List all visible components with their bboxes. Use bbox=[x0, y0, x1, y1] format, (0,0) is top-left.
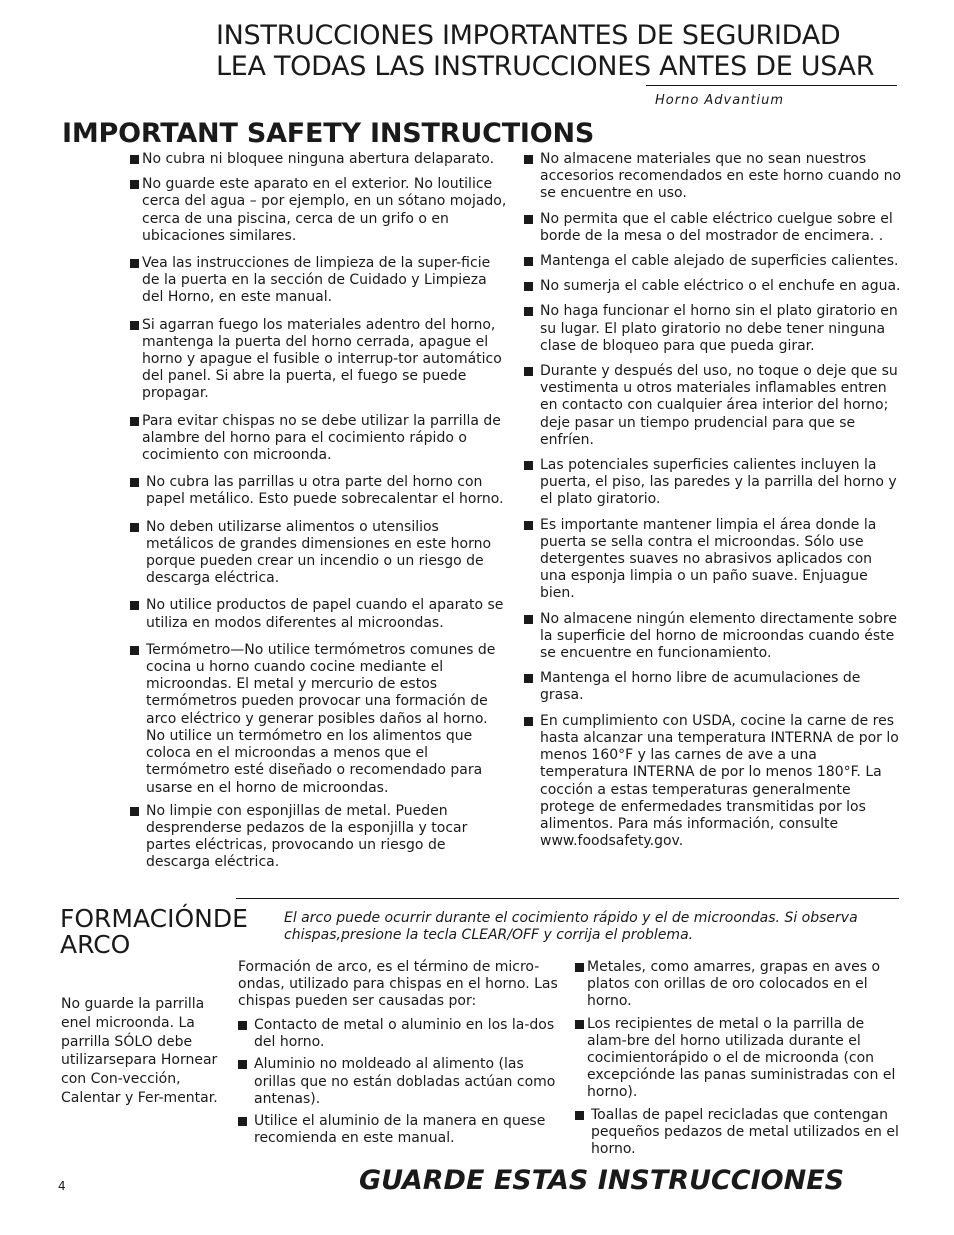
bullet-square-icon bbox=[130, 478, 139, 487]
list-item: Las potenciales superficies calientes incluyen la puerta, el piso, las paredes y la parrilla del horno y el plato giratorio. bbox=[524, 457, 902, 509]
list-item: No cubra ni bloquee ninguna abertura delaparato. bbox=[130, 151, 508, 168]
list-item: No haga funcionar el horno sin el plato giratorio en su lugar. El plato giratorio no debe tener ninguna clase de bloqueo para que pueda girar. bbox=[524, 303, 902, 355]
page-number: 4 bbox=[58, 1179, 66, 1193]
header-title bbox=[216, 20, 906, 82]
list-item: Utilice el aluminio de la manera en quese recomienda en este manual. bbox=[238, 1113, 563, 1147]
list-item: No sumerja el cable eléctrico o el enchufe en agua. bbox=[524, 278, 902, 295]
list-item: Los recipientes de metal o la parrilla de alam-bre del horno utilizada durante el cocimientorápido o el de microonda (con excepciónde las panas suministradas con el horno). bbox=[575, 1016, 900, 1102]
bullet-square-icon bbox=[524, 521, 533, 530]
bullet-square-icon bbox=[524, 215, 533, 224]
main-title: IMPORTANT SAFETY INSTRUCTIONS bbox=[62, 118, 595, 149]
list-item: No deben utilizarse alimentos o utensilios metálicos de grandes dimensiones en este horno porque pueden crear un incendio o un riesgo de descarga eléctrica. bbox=[130, 519, 508, 588]
arc-causes-list-right bbox=[575, 959, 900, 1166]
list-item: Mantenga el horno libre de acumulaciones de grasa. bbox=[524, 670, 902, 704]
bullet-square-icon bbox=[524, 282, 533, 291]
bullet-square-icon bbox=[130, 646, 139, 655]
bullet-square-icon bbox=[130, 321, 139, 330]
list-item: No almacene ningún elemento directamente sobre la superficie del horno de microondas cuando éste se encuentre en funcionamiento. bbox=[524, 611, 902, 663]
arc-section-title: FORMACIÓNDE ARCO bbox=[60, 904, 248, 959]
right-safety-list bbox=[524, 151, 902, 858]
arc-intro: Formación de arco, es el término de micro-ondas, utilizado para chispas en el horno. Las chispas pueden ser causadas por: bbox=[238, 959, 558, 1010]
arc-causes-list bbox=[238, 1017, 563, 1155]
bullet-square-icon bbox=[238, 1021, 247, 1030]
bullet-square-icon bbox=[130, 259, 139, 268]
bullet-square-icon bbox=[524, 461, 533, 470]
bullet-square-icon bbox=[524, 307, 533, 316]
bullet-square-icon bbox=[524, 674, 533, 683]
left-safety-list bbox=[130, 151, 508, 880]
bullet-square-icon bbox=[130, 601, 139, 610]
header-divider bbox=[646, 85, 897, 86]
list-item: Mantenga el cable alejado de superficies calientes. bbox=[524, 253, 902, 270]
arc-note: El arco puede ocurrir durante el cocimiento rápido y el de microondas. Si observa chispas,presione la tecla CLEAR/OFF y corrija el problema. bbox=[284, 910, 858, 943]
section-divider bbox=[236, 898, 899, 899]
list-item: Aluminio no moldeado al alimento (las orillas que no están dobladas actúan como antenas). bbox=[238, 1056, 563, 1108]
bullet-square-icon bbox=[238, 1117, 247, 1126]
bullet-square-icon bbox=[575, 1020, 584, 1029]
list-item: Toallas de papel recicladas que contengan pequeños pedazos de metal utilizados en el horno. bbox=[575, 1107, 900, 1159]
list-item: En cumplimiento con USDA, cocine la carne de res hasta alcanzar una temperatura INTERNA de por lo menos 160°F y las carnes de ave a una temperatura INTERNA de por lo menos 180°F. La cocción a estas temperaturas generalmente protege de enfermedades transmitidas por los alimentos. Para más información, consulte www.foodsafety.gov. bbox=[524, 713, 902, 851]
list-item: Metales, como amarres, grapas en aves o platos con orillas de oro colocados en el horno. bbox=[575, 959, 900, 1011]
bullet-square-icon bbox=[524, 155, 533, 164]
bullet-square-icon bbox=[524, 257, 533, 266]
bullet-square-icon bbox=[130, 523, 139, 532]
list-item: Durante y después del uso, no toque o deje que su vestimenta u otros materiales inflamables entren en contacto con cualquier área interior del horno; deje pasar un tiempo prudencial para que se enfríen. bbox=[524, 363, 902, 449]
list-item: Vea las instrucciones de limpieza de la super-ficie de la puerta en la sección de Cuidado y Limpieza del Horno, en este manual. bbox=[130, 255, 508, 307]
list-item: No permita que el cable eléctrico cuelgue sobre el borde de la mesa o del mostrador de encimera. . bbox=[524, 211, 902, 245]
rack-side-note: No guarde la parrilla enel microonda. La parrilla SÓLO debe utilizarsepara Hornear con Con-vección, Calentar y Fer-mentar. bbox=[61, 996, 218, 1106]
product-name: Horno Advantium bbox=[655, 93, 785, 108]
bullet-square-icon bbox=[524, 367, 533, 376]
list-item: No guarde este aparato en el exterior. No loutilice cerca del agua – por ejemplo, en un sótano mojado, cerca de una piscina, cerca de un grifo o en ubicaciones similares. bbox=[130, 176, 508, 245]
list-item: Contacto de metal o aluminio en los la-dos del horno. bbox=[238, 1017, 563, 1051]
bullet-square-icon bbox=[130, 155, 139, 164]
header-title-line2: LEA TODAS LAS INSTRUCCIONES ANTES DE USAR bbox=[216, 51, 875, 82]
bullet-square-icon bbox=[524, 717, 533, 726]
footer-title: GUARDE ESTAS INSTRUCCIONES bbox=[359, 1165, 845, 1196]
list-item: Si agarran fuego los materiales adentro del horno, mantenga la puerta del horno cerrada, apague el horno y apague el fusible o interrup-tor automático del panel. Si abre la puerta, el fuego se puede propagar. bbox=[130, 317, 508, 403]
list-item: No limpie con esponjillas de metal. Pueden desprenderse pedazos de la esponjilla y tocar partes eléctricas, provocando un riesgo de descarga eléctrica. bbox=[130, 803, 508, 872]
bullet-square-icon bbox=[130, 807, 139, 816]
bullet-square-icon bbox=[575, 963, 584, 972]
bullet-square-icon bbox=[238, 1060, 247, 1069]
bullet-square-icon bbox=[130, 180, 139, 189]
list-item: Para evitar chispas no se debe utilizar la parrilla de alambre del horno para el cocimiento rápido o cocimiento con microonda. bbox=[130, 413, 508, 465]
list-item: Termómetro—No utilice termómetros comunes de cocina u horno cuando cocine mediante el microondas. El metal y mercurio de estos termómetros pueden provocar una formación de arco eléctrico y generar posibles daños al horno. No utilice un termómetro en los alimentos que coloca en el microondas a menos que el termómetro esté diseñado o recomendado para usarse en el horno de microondas. bbox=[130, 642, 508, 797]
bullet-square-icon bbox=[575, 1111, 584, 1120]
list-item: No almacene materiales que no sean nuestros accesorios recomendados en este horno cuando no se encuentre en uso. bbox=[524, 151, 902, 203]
list-item: No cubra las parrillas u otra parte del horno con papel metálico. Esto puede sobrecalentar el horno. bbox=[130, 474, 508, 508]
header-title-line1: INSTRUCCIONES IMPORTANTES DE SEGURIDAD bbox=[216, 20, 841, 51]
list-item: Es importante mantener limpia el área donde la puerta se sella contra el microondas. Sólo use detergentes suaves no abrasivos aplicados con una esponja limpia o un paño suave. Enjuague bien. bbox=[524, 517, 902, 603]
bullet-square-icon bbox=[524, 615, 533, 624]
list-item: No utilice productos de papel cuando el aparato se utiliza en modos diferentes al microondas. bbox=[130, 597, 508, 631]
bullet-square-icon bbox=[130, 417, 139, 426]
